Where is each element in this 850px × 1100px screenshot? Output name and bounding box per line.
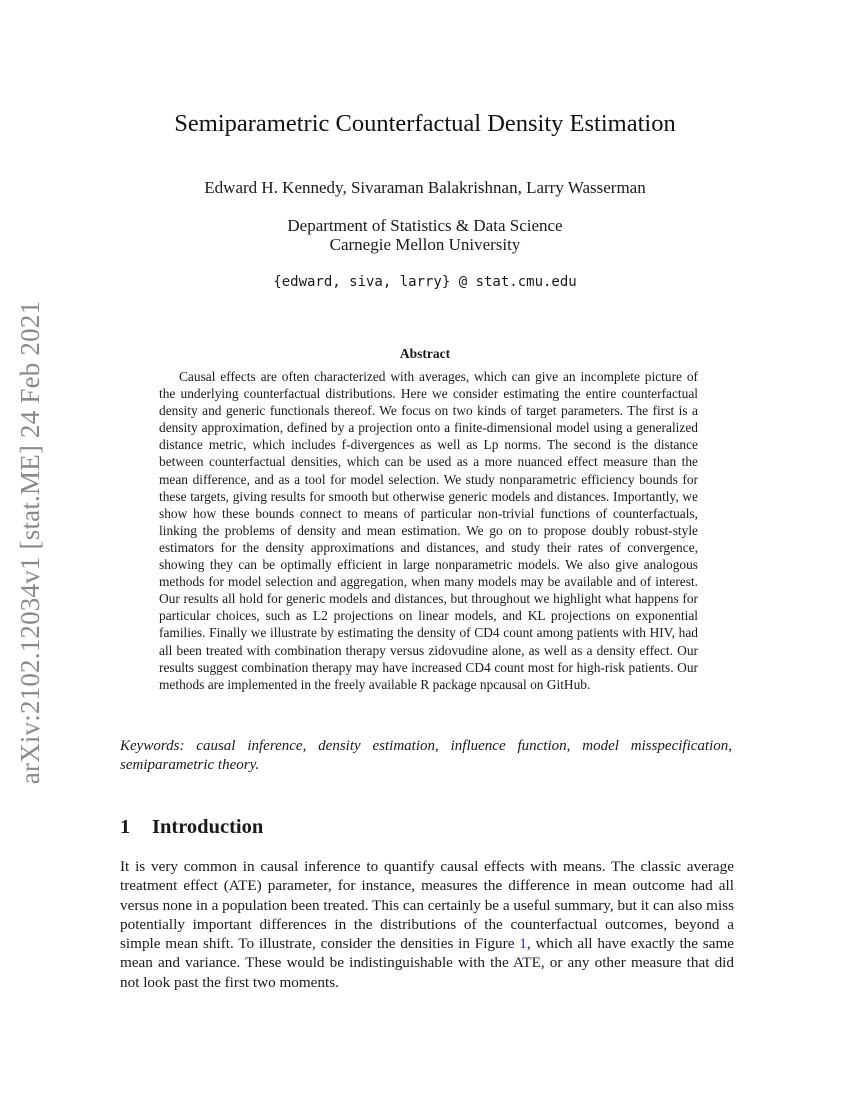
- arxiv-identifier-text: arXiv:2102.12034v1 [stat.ME] 24 Feb 2021: [15, 300, 46, 784]
- section-heading-introduction: [120, 816, 263, 839]
- department-name: Department of Statistics & Data Science: [287, 216, 563, 235]
- keywords-line: Keywords: causal inference, density estimation, influence function, model misspecification, semiparametric theory.: [120, 738, 732, 773]
- intro-text-part-2: , which all have exactly the same mean and variance. These would be indistinguishable with the ATE, or any other measure that did not look past the first two moments.: [120, 935, 734, 991]
- university-name: Carnegie Mellon University: [329, 235, 521, 254]
- abstract-text: Causal effects are often characterized with averages, which can give an incomplete picture of the underlying counterfactual distributions. Here we consider estimating the entire counterfactual density and generic functionals thereof. We focus on two kinds of target parameters. The first is a density approximation, defined by a projection onto a finite-dimensional model using a generalized distance metric, which includes f-divergences as well as Lp norms. The second is the distance between counterfactual densities, which can be used as a more nuanced effect measure than the mean difference, and as a tool for model selection. We study nonparametric efficiency bounds for these targets, giving results for smooth but otherwise generic models and distances. Importantly, we show how these bounds connect to means of particular non-trivial functions of counterfactuals, linking the problems of density and mean estimation. We go on to propose doubly robust-style estimators for the density approximations and distances, and study their rates of convergence, showing they can be optimally efficient in large nonparametric models. We also give analogous methods for model selection and aggregation, when many models may be available and of interest. Our results all hold for generic models and distances, but throughout we highlight what happens for particular choices, such as L2 projections on linear models, and KL projections on exponential families. Finally we illustrate by estimating the density of CD4 count among patients with HIV, had all been treated with combination therapy versus zidovudine alone, as well as a density effect. Our results suggest combination therapy may have increased CD4 count most for high-risk patients. Our methods are implemented in the freely available R package npcausal on GitHub.: [159, 369, 698, 692]
- section-number: 1: [120, 816, 131, 838]
- abstract-heading: Abstract: [399, 346, 451, 361]
- introduction-paragraph: [120, 857, 734, 992]
- author-list: Edward H. Kennedy, Sivaraman Balakrishnan, Larry Wasserman: [204, 178, 646, 197]
- paper-title: Semiparametric Counterfactual Density Estimation: [174, 110, 676, 137]
- arxiv-identifier-stamp: [15, 292, 46, 792]
- author-emails: {edward, siva, larry} @ stat.cmu.edu: [273, 274, 577, 290]
- intro-text-part-1: It is very common in causal inference to quantify causal effects with means. The classic average treatment effect (ATE) parameter, for instance, measures the difference in mean outcome had all versus none in a population been treated. This can certainly be a useful summary, but it can also miss potentially important differences in the distributions of the counterfactual outcomes, beyond a simple mean shift. To illustrate, consider the densities in Figure: [120, 858, 734, 953]
- affiliation-block: [0, 216, 850, 254]
- section-title: Introduction: [152, 816, 264, 838]
- figure-reference-link[interactable]: 1: [519, 935, 527, 953]
